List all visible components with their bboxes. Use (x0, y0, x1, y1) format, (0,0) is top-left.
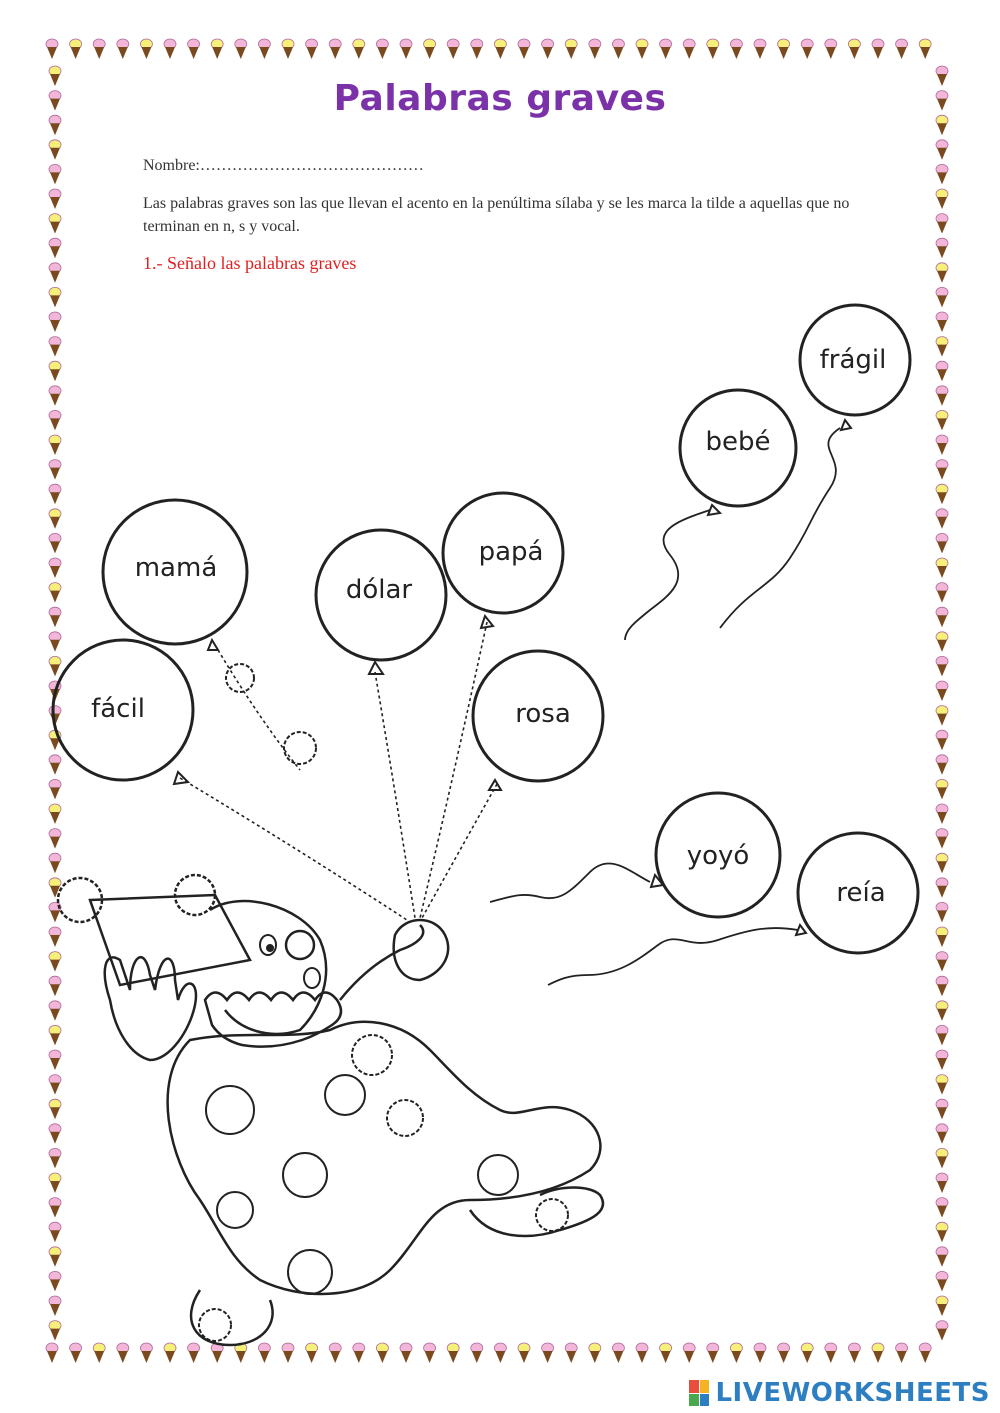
balloon-word-yoyo[interactable]: yoyó (686, 841, 750, 871)
balloon-word-bebe[interactable]: bebé (705, 427, 771, 457)
liveworksheets-logo-icon (689, 1380, 709, 1406)
balloon-word-fragil[interactable]: frágil (819, 345, 887, 375)
balloon-word-facil[interactable]: fácil (91, 694, 145, 724)
balloon-word-reia[interactable]: reía (836, 878, 886, 908)
description-text: Las palabras graves son las que llevan el acento en la penúltima sílaba y se les marca la tilde a aquellas que no terminan en n, s y vocal. (143, 195, 850, 235)
name-field[interactable]: Nombre:…………………………………… (143, 157, 424, 174)
liveworksheets-logo (689, 1377, 990, 1409)
balloon-word-rosa[interactable]: rosa (515, 699, 571, 729)
balloon-word-mama[interactable]: mamá (134, 553, 218, 583)
footer-brand: LIVEWORKSHEETS (715, 1378, 990, 1408)
instruction-text: 1.- Señalo las palabras graves (143, 253, 357, 273)
page-title: Palabras graves (333, 78, 667, 119)
balloon-word-dolar[interactable]: dólar (345, 575, 413, 605)
balloon-word-papa[interactable]: papá (478, 537, 544, 567)
